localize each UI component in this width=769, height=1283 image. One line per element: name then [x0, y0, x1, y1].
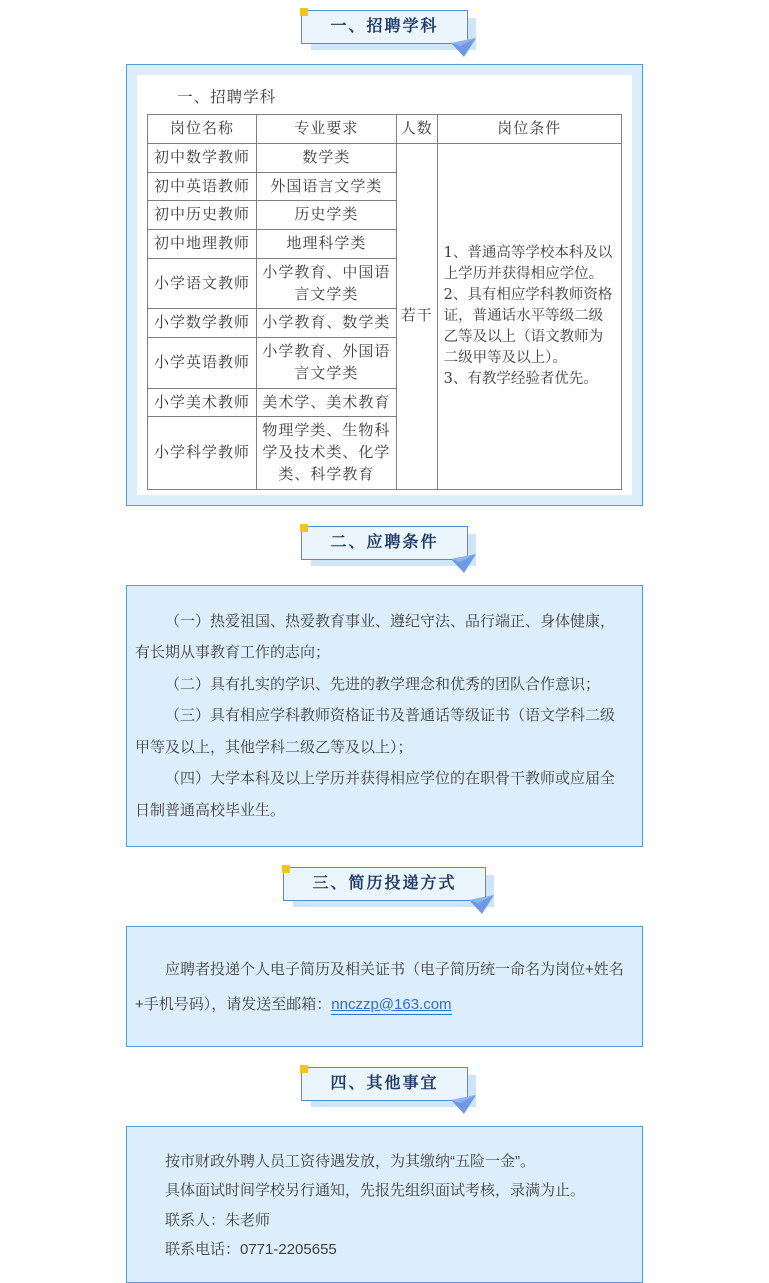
other-matters-card	[126, 1126, 643, 1283]
condition-paragraph: （三）具有相应学科教师资格证书及普通话等级证书（语文学科二级甲等及以上，其他学科二级乙等及以上）；	[135, 707, 616, 756]
condition-paragraph: （一）热爱祖国、热爱教育事业、遵纪守法、品行端正、身体健康，有长期从事教育工作的志向；	[135, 612, 616, 661]
condition-paragraph: （二）具有扎实的学识、先进的教学理念和优秀的团队合作意识；	[165, 675, 601, 693]
condition-paragraph: （四）大学本科及以上学历并获得相应学位的在职骨干教师或应届全日制普通高校毕业生。	[135, 770, 616, 819]
requirement-line: 3、有教学经验者优先。	[443, 370, 598, 387]
email-link[interactable]: nnczzp@163.com	[331, 995, 452, 1013]
table-title: 一、招聘学科	[177, 88, 277, 106]
position-cell: 小学科学教师	[148, 417, 257, 489]
badge-label: 二、应聘条件	[330, 533, 439, 551]
section-badge-resume-delivery	[283, 867, 485, 901]
position-cell: 初中历史教师	[148, 201, 257, 230]
col-header-requirements: 岗位条件	[437, 115, 621, 144]
requirement-line: 1、普通高等学校本科及以上学历并获得相应学位。	[443, 244, 613, 282]
major-cell: 小学教育、外国语言文学类	[257, 338, 397, 389]
apply-conditions-card	[126, 585, 643, 848]
major-cell: 地理科学类	[257, 230, 397, 259]
table-panel	[137, 75, 632, 495]
other-line-interview: 具体面试时间学校另行通知，先报先组织面试考核，录满为止。	[165, 1182, 586, 1200]
section-badge-other-matters	[301, 1067, 467, 1101]
table-header-row	[148, 115, 622, 144]
major-cell: 数学类	[257, 143, 397, 172]
headcount-cell: 若干	[396, 143, 437, 489]
section-badge-apply-conditions	[301, 526, 467, 560]
position-cell: 初中地理教师	[148, 230, 257, 259]
resume-instruction	[135, 953, 628, 1022]
contact-phone-line: 联系电话：0771-2205655	[165, 1240, 337, 1258]
recruit-table-card	[126, 64, 643, 506]
recruit-table	[147, 114, 622, 490]
position-cell: 初中英语教师	[148, 172, 257, 201]
corner-accent-icon	[282, 865, 290, 873]
badge-label: 四、其他事宜	[330, 1075, 439, 1092]
major-cell: 小学教育、中国语言文学类	[257, 258, 397, 309]
position-cell: 小学语文教师	[148, 258, 257, 309]
position-cell: 初中数学教师	[148, 143, 257, 172]
arrow-pointer-icon	[451, 1093, 477, 1115]
arrow-pointer-icon	[451, 36, 477, 58]
resume-instruction-text: 应聘者投递个人电子简历及相关证书（电子简历统一命名为岗位+姓名+手机号码），请发送至邮箱：	[135, 961, 624, 1013]
col-header-headcount: 人数	[396, 115, 437, 144]
corner-accent-icon	[300, 524, 308, 532]
section-badge-recruit-subjects	[301, 10, 467, 44]
major-cell: 历史学类	[257, 201, 397, 230]
position-cell: 小学美术教师	[148, 388, 257, 417]
col-header-major: 专业要求	[257, 115, 397, 144]
corner-accent-icon	[300, 8, 308, 16]
position-cell: 小学英语教师	[148, 338, 257, 389]
corner-accent-icon	[300, 1065, 308, 1073]
requirement-line: 2、具有相应学科教师资格证，普通话水平等级二级乙等及以上（语文教师为二级甲等及以上）。	[443, 286, 613, 366]
major-cell: 物理学类、生物科学及技术类、化学类、科学教育	[257, 417, 397, 489]
resume-delivery-card	[126, 926, 643, 1047]
table-row	[148, 143, 622, 172]
major-cell: 美术学、美术教育	[257, 388, 397, 417]
position-cell: 小学数学教师	[148, 309, 257, 338]
major-cell: 外国语言文学类	[257, 172, 397, 201]
arrow-pointer-icon	[469, 893, 495, 915]
requirements-cell	[437, 143, 621, 489]
badge-label: 一、招聘学科	[330, 18, 439, 35]
arrow-pointer-icon	[451, 552, 477, 574]
contact-person-line: 联系人：朱老师	[165, 1211, 271, 1229]
badge-label: 三、简历投递方式	[312, 875, 457, 892]
other-line-salary: 按市财政外聘人员工资待遇发放，为其缴纳“五险一金”。	[165, 1153, 535, 1170]
major-cell: 小学教育、数学类	[257, 309, 397, 338]
col-header-position: 岗位名称	[148, 115, 257, 144]
